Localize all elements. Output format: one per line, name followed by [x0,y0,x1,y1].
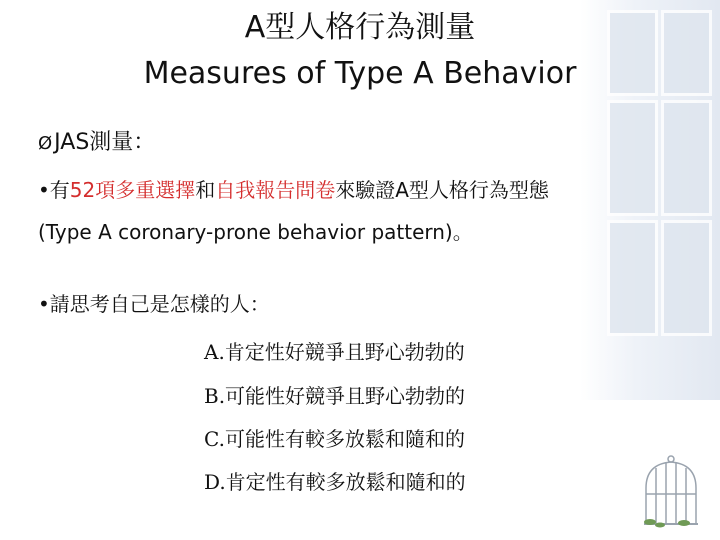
multiple-choice-text: 多重選擇 [115,178,196,202]
subheading-text: JAS測量： [54,130,156,155]
subheading-jas [38,128,155,159]
bullet-self-reflection [38,290,270,318]
birdcage-icon [636,454,706,530]
arrow-bullet-icon: Ø [38,133,53,154]
bullet-tail-text: 來驗證A型人格行為型態 [335,178,549,202]
and-text: 和 [195,178,216,202]
slide-title-english: Measures of Type A Behavior [143,56,577,91]
option-b: B.可能性好競爭且野心勃勃的 [204,384,466,408]
bullet-mark-icon: • [38,178,50,202]
option-d: D.肯定性有較多放鬆和隨和的 [204,470,466,494]
item-count: 52 [69,178,96,202]
window-pane [607,100,658,216]
bullet-continuation: (Type A coronary-prone behavior pattern)。 [38,220,473,244]
bullet-jas-description [38,176,549,204]
bullet-text: 請思考自己是怎樣的人： [49,292,270,316]
item-unit: 項 [95,178,116,202]
bullet-text: 有 [49,178,70,202]
option-a: A.肯定性好競爭且野心勃勃的 [204,340,465,364]
window-pane [661,220,712,336]
slide-title-chinese: A型人格行為測量 [244,10,476,45]
option-c: C.可能性有較多放鬆和隨和的 [204,427,465,451]
self-report-text: 自我報告問卷 [215,178,336,202]
bullet-mark-icon: • [38,292,50,316]
window-pane [607,220,658,336]
window-pane [661,100,712,216]
